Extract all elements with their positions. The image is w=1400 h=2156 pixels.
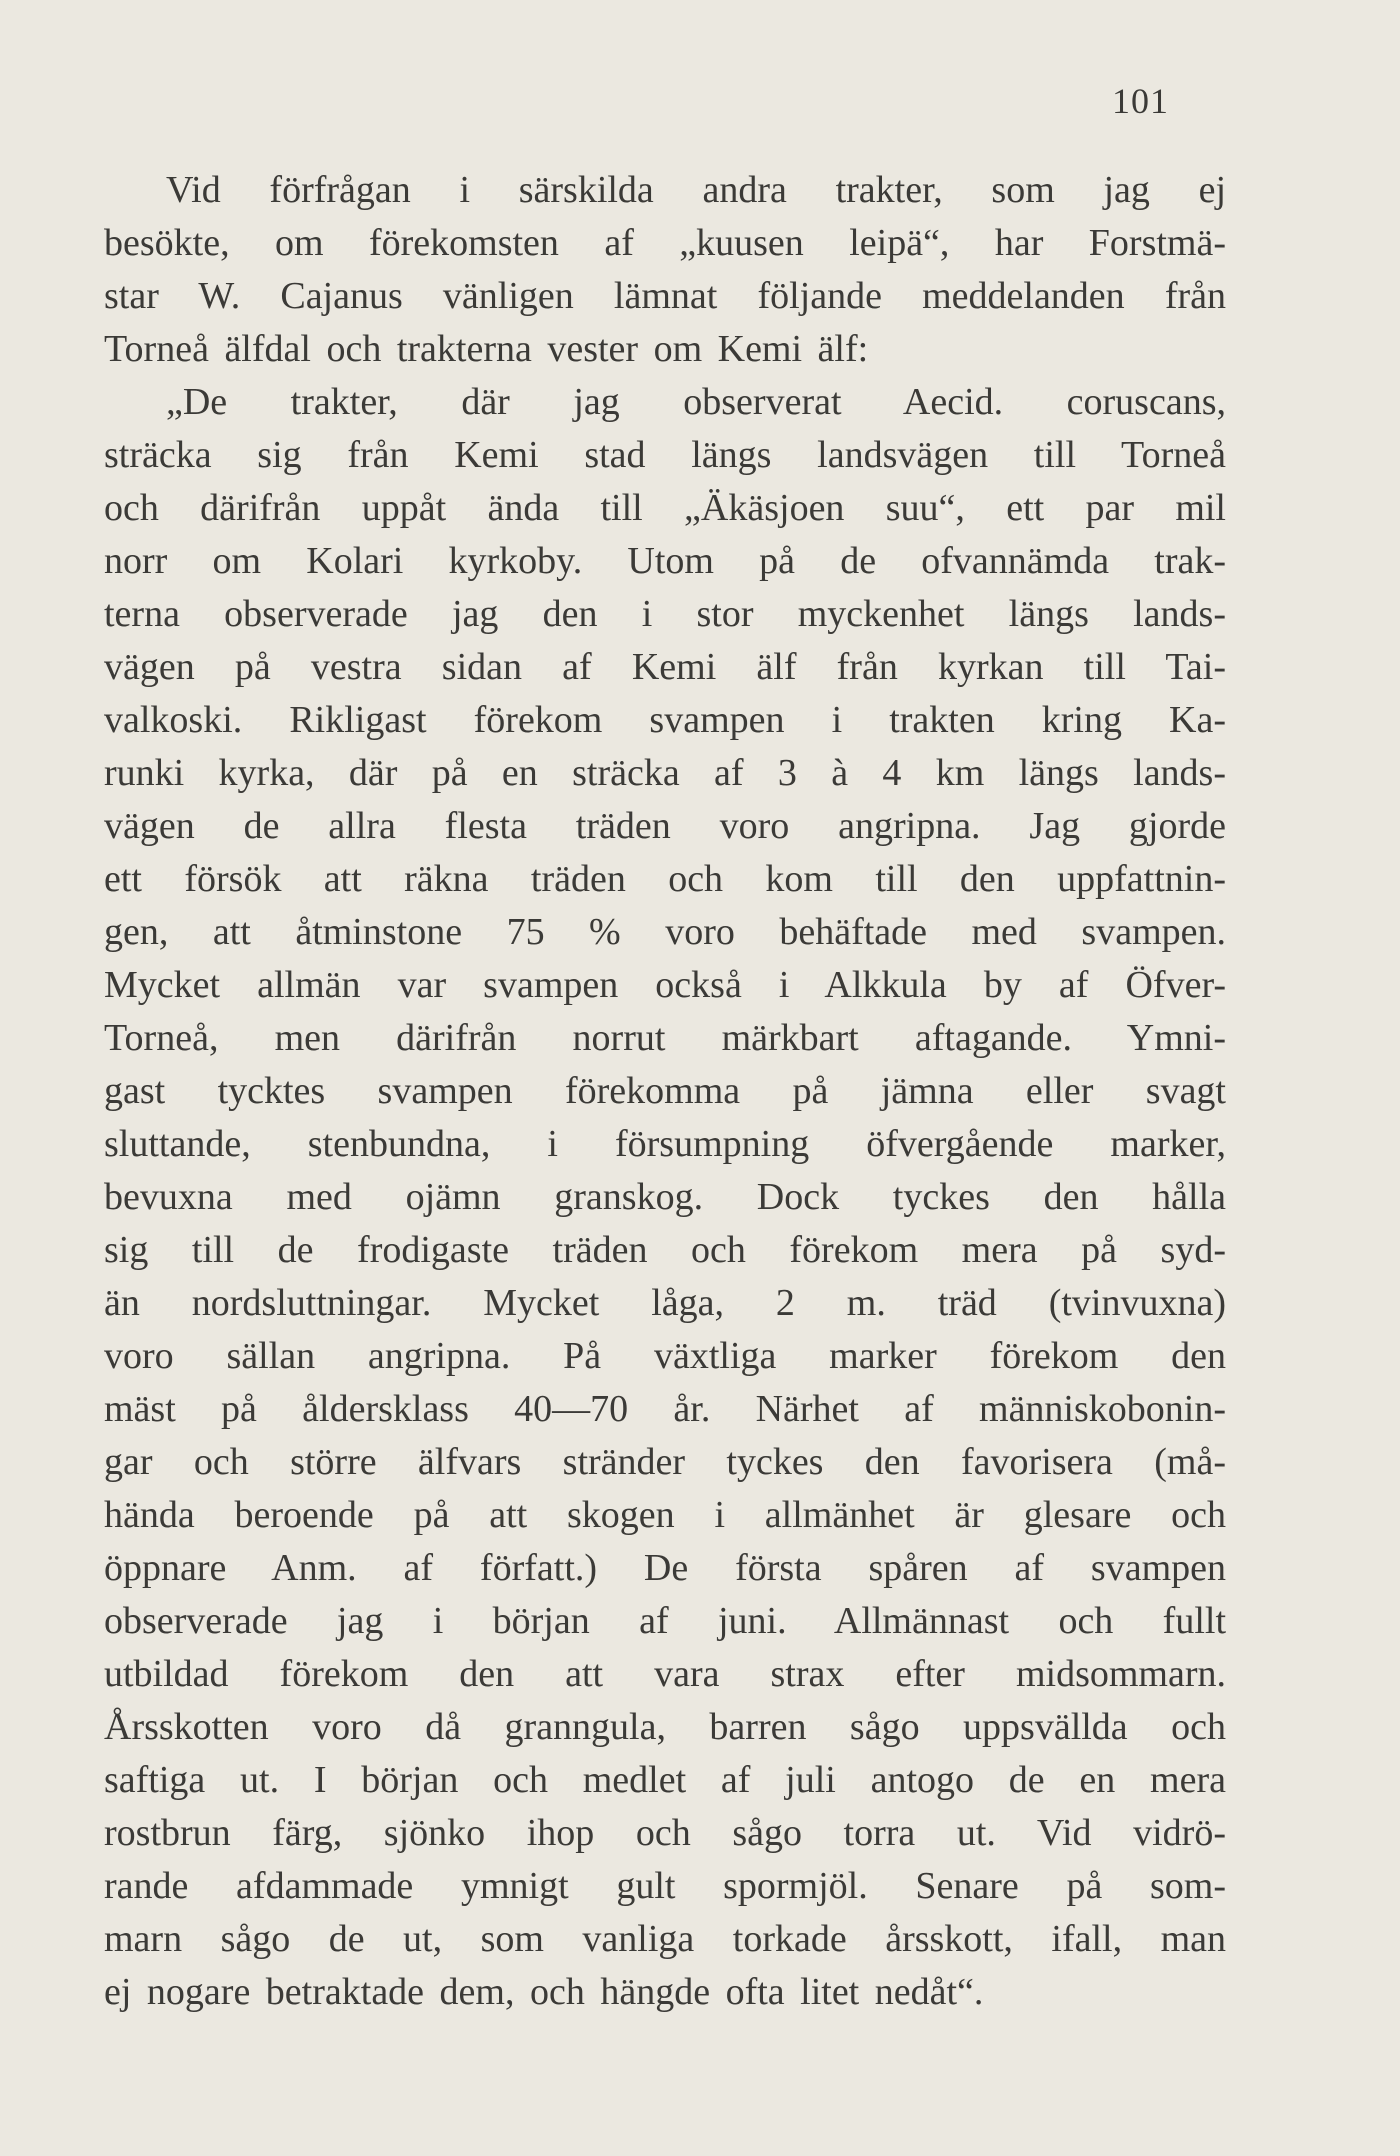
text-line: rostbrun färg, sjönko ihop och sågo torra ut. Vid vidrö- [104,1812,1226,1854]
text-line: än nordsluttningar. Mycket låga, 2 m. träd (tvinvuxna) [104,1282,1226,1324]
text-line: Mycket allmän var svampen också i Alkkula by af Öfver- [104,964,1226,1006]
text-line: valkoski. Rikligast förekom svampen i trakten kring Ka- [104,699,1226,741]
body-text [104,164,1226,2019]
text-line: gast tycktes svampen förekomma på jämna eller svagt [104,1070,1226,1112]
text-line: och därifrån uppåt ända till „Äkäsjoen suu“, ett par mil [104,487,1226,529]
text-line: runki kyrka, där på en sträcka af 3 à 4 km längs lands- [104,752,1226,794]
text-line: vägen på vestra sidan af Kemi älf från kyrkan till Tai- [104,646,1226,688]
text-line: öppnare Anm. af författ.) De första spåren af svampen [104,1547,1226,1589]
text-line: sträcka sig från Kemi stad längs landsvägen till Torneå [104,434,1226,476]
text-line: ej nogare betraktade dem, och hängde ofta litet nedåt“. [104,1971,984,2013]
text-line: sluttande, stenbundna, i försumpning öfvergående marker, [104,1123,1226,1165]
text-line: hända beroende på att skogen i allmänhet är glesare och [104,1494,1226,1536]
text-line: bevuxna med ojämn granskog. Dock tyckes den hålla [104,1176,1226,1218]
text-line: Torneå, men därifrån norrut märkbart aftagande. Ymni- [104,1017,1226,1059]
text-line: star W. Cajanus vänligen lämnat följande meddelanden från [104,275,1226,317]
text-line: mäst på åldersklass 40—70 år. Närhet af människobonin- [104,1388,1226,1430]
page-number: 101 [1112,81,1169,121]
text-line: terna observerade jag den i stor myckenhet längs lands- [104,593,1226,635]
text-line: rande afdammade ymnigt gult spormjöl. Senare på som- [104,1865,1226,1907]
text-line: gen, att åtminstone 75 % voro behäftade med svampen. [104,911,1226,953]
text-line: „De trakter, där jag observerat Aecid. coruscans, [166,381,1226,423]
text-line: marn sågo de ut, som vanliga torkade årsskott, ifall, man [104,1918,1226,1960]
text-line: Årsskotten voro då granngula, barren sågo uppsvällda och [104,1706,1226,1748]
text-line: sig till de frodigaste träden och förekom mera på syd- [104,1229,1226,1271]
text-line: Torneå älfdal och trakterna vester om Kemi älf: [104,328,869,370]
text-line: voro sällan angripna. På växtliga marker förekom den [104,1335,1226,1377]
text-line: besökte, om förekomsten af „kuusen leipä“, har Forstmä- [104,222,1226,264]
text-line: observerade jag i början af juni. Allmännast och fullt [104,1600,1226,1642]
text-line: saftiga ut. I början och medlet af juli antogo de en mera [104,1759,1226,1801]
text-line: gar och större älfvars stränder tyckes den favorisera (må- [104,1441,1226,1483]
text-line: ett försök att räkna träden och kom till den uppfattnin- [104,858,1226,900]
text-line: vägen de allra flesta träden voro angripna. Jag gjorde [104,805,1226,847]
text-line: Vid förfrågan i särskilda andra trakter, som jag ej [166,169,1226,211]
text-line: norr om Kolari kyrkoby. Utom på de ofvannämda trak- [104,540,1226,582]
text-line: utbildad förekom den att vara strax efter midsommarn. [104,1653,1226,1695]
